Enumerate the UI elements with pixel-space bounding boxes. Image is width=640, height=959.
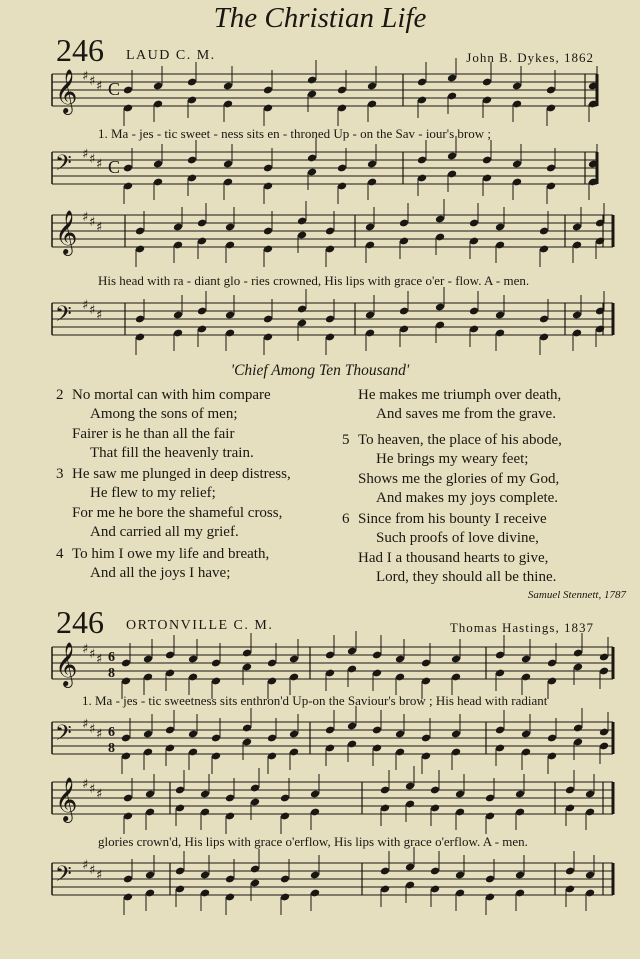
svg-text:♯: ♯ [82, 777, 89, 792]
verse-line: And makes my joys complete. [376, 490, 559, 507]
verse-line: Fairer is he than all the fair [72, 425, 235, 442]
svg-text:♯: ♯ [89, 74, 96, 89]
svg-text:♯: ♯ [82, 210, 89, 225]
svg-text:♯: ♯ [96, 727, 103, 742]
svg-text:♯: ♯ [96, 308, 103, 323]
svg-text:♯: ♯ [96, 652, 103, 667]
lyric-line: 1. Ma - jes - tic sweetness sits enthron'd Up-on the Saviour's brow ; His head with radiant [82, 693, 548, 708]
music-staff [0, 772, 640, 832]
music-staff [0, 637, 640, 697]
verse-line: To him I owe my life and breath, [72, 546, 270, 562]
stanza [342, 431, 562, 509]
hymn-subtitle: 'Chief Among Ten Thousand' [230, 362, 410, 379]
hymn-number: 246 [56, 32, 104, 68]
svg-text:𝄢: 𝄢 [55, 151, 72, 181]
music-staff [0, 64, 640, 124]
verse-line: And carried all my grief. [90, 524, 239, 541]
composer-credit: Thomas Hastings, 1837 [449, 620, 594, 635]
svg-text:♯: ♯ [82, 298, 89, 313]
verse-line: And all the joys I have; [90, 565, 231, 582]
music-staff [0, 205, 640, 265]
stanza-number: 5 [342, 432, 350, 448]
verse-line: He makes me triumph over death, [358, 387, 562, 403]
svg-text:C: C [108, 157, 121, 177]
svg-text:♯: ♯ [89, 647, 96, 662]
music-staff [0, 712, 640, 772]
svg-text:♯: ♯ [89, 152, 96, 167]
svg-text:♯: ♯ [89, 863, 96, 878]
stanza [56, 386, 271, 464]
page-title: The Christian Life [213, 2, 427, 34]
stanza-number: 3 [56, 466, 64, 482]
svg-text:♯: ♯ [89, 782, 96, 797]
composer-credit: John B. Dykes, 1862 [466, 50, 594, 65]
svg-text:♯: ♯ [82, 858, 89, 873]
verse-line: He brings my weary feet; [376, 451, 529, 468]
verse-line: Among the sons of men; [90, 406, 238, 423]
svg-text:6: 6 [108, 725, 115, 740]
verse-line: And saves me from the grave. [376, 406, 556, 423]
svg-text:♯: ♯ [89, 303, 96, 318]
lyric-line: 1. Ma - jes - tic sweet - ness sits en - throned Up - on the Sav - iour's brow ; [98, 126, 491, 141]
author-credit: Samuel Stennett, 1787 [527, 589, 626, 601]
svg-text:♯: ♯ [89, 722, 96, 737]
svg-text:♯: ♯ [82, 147, 89, 162]
svg-text:♯: ♯ [96, 220, 103, 235]
music-staff [0, 293, 640, 353]
verse-line: To heaven, the place of his abode, [358, 432, 562, 448]
svg-text:8: 8 [108, 666, 115, 681]
verse-line: Lord, they should all be thine. [376, 569, 557, 586]
music-staff [0, 142, 640, 202]
svg-text:𝄢: 𝄢 [55, 721, 72, 751]
svg-text:♯: ♯ [82, 717, 89, 732]
svg-text:𝄢: 𝄢 [55, 862, 72, 892]
stanza-number: 6 [342, 511, 350, 527]
lyric-line: glories crown'd, His lips with grace o'erflow, His lips with grace o'erflow. A - men. [98, 834, 528, 849]
svg-text:𝄞: 𝄞 [55, 210, 78, 254]
svg-text:♯: ♯ [82, 642, 89, 657]
svg-text:♯: ♯ [89, 215, 96, 230]
tune-name: LAUD C. M. [126, 48, 216, 63]
svg-text:♯: ♯ [82, 69, 89, 84]
stanza [56, 465, 291, 543]
verse-line: Had I a thousand hearts to give, [358, 549, 549, 566]
verse-line: Such proofs of love divine, [376, 530, 539, 547]
stanza-number: 4 [56, 546, 64, 562]
svg-text:𝄞: 𝄞 [55, 777, 78, 821]
lyric-line: His head with ra - diant glo - ries crowned, His lips with grace o'er - flow. A - men. [98, 273, 530, 288]
stanza [342, 510, 557, 588]
svg-text:6: 6 [108, 650, 115, 665]
svg-text:♯: ♯ [96, 787, 103, 802]
svg-text:♯: ♯ [96, 157, 103, 172]
verse-line: That fill the heavenly train. [90, 445, 254, 462]
verse-line: He saw me plunged in deep distress, [72, 466, 291, 482]
svg-text:♯: ♯ [96, 79, 103, 94]
stanza [56, 545, 270, 584]
verse-line: Shows me the glories of my God, [358, 470, 560, 487]
stanza-number: 2 [56, 387, 64, 403]
svg-text:𝄢: 𝄢 [55, 302, 72, 332]
svg-text:8: 8 [108, 741, 115, 756]
tune-name: ORTONVILLE C. M. [126, 618, 274, 633]
verse-line: No mortal can with him compare [72, 387, 271, 403]
svg-text:𝄞: 𝄞 [55, 642, 78, 686]
svg-text:𝄞: 𝄞 [55, 69, 78, 113]
svg-text:♯: ♯ [96, 868, 103, 883]
music-staff [0, 853, 640, 913]
stanza [358, 386, 561, 425]
svg-text:C: C [108, 79, 121, 99]
hymn-number: 246 [56, 604, 104, 640]
verse-line: He flew to my relief; [90, 485, 216, 502]
verse-line: For me he bore the shameful cross, [72, 504, 283, 521]
verse-line: Since from his bounty I receive [358, 511, 547, 527]
